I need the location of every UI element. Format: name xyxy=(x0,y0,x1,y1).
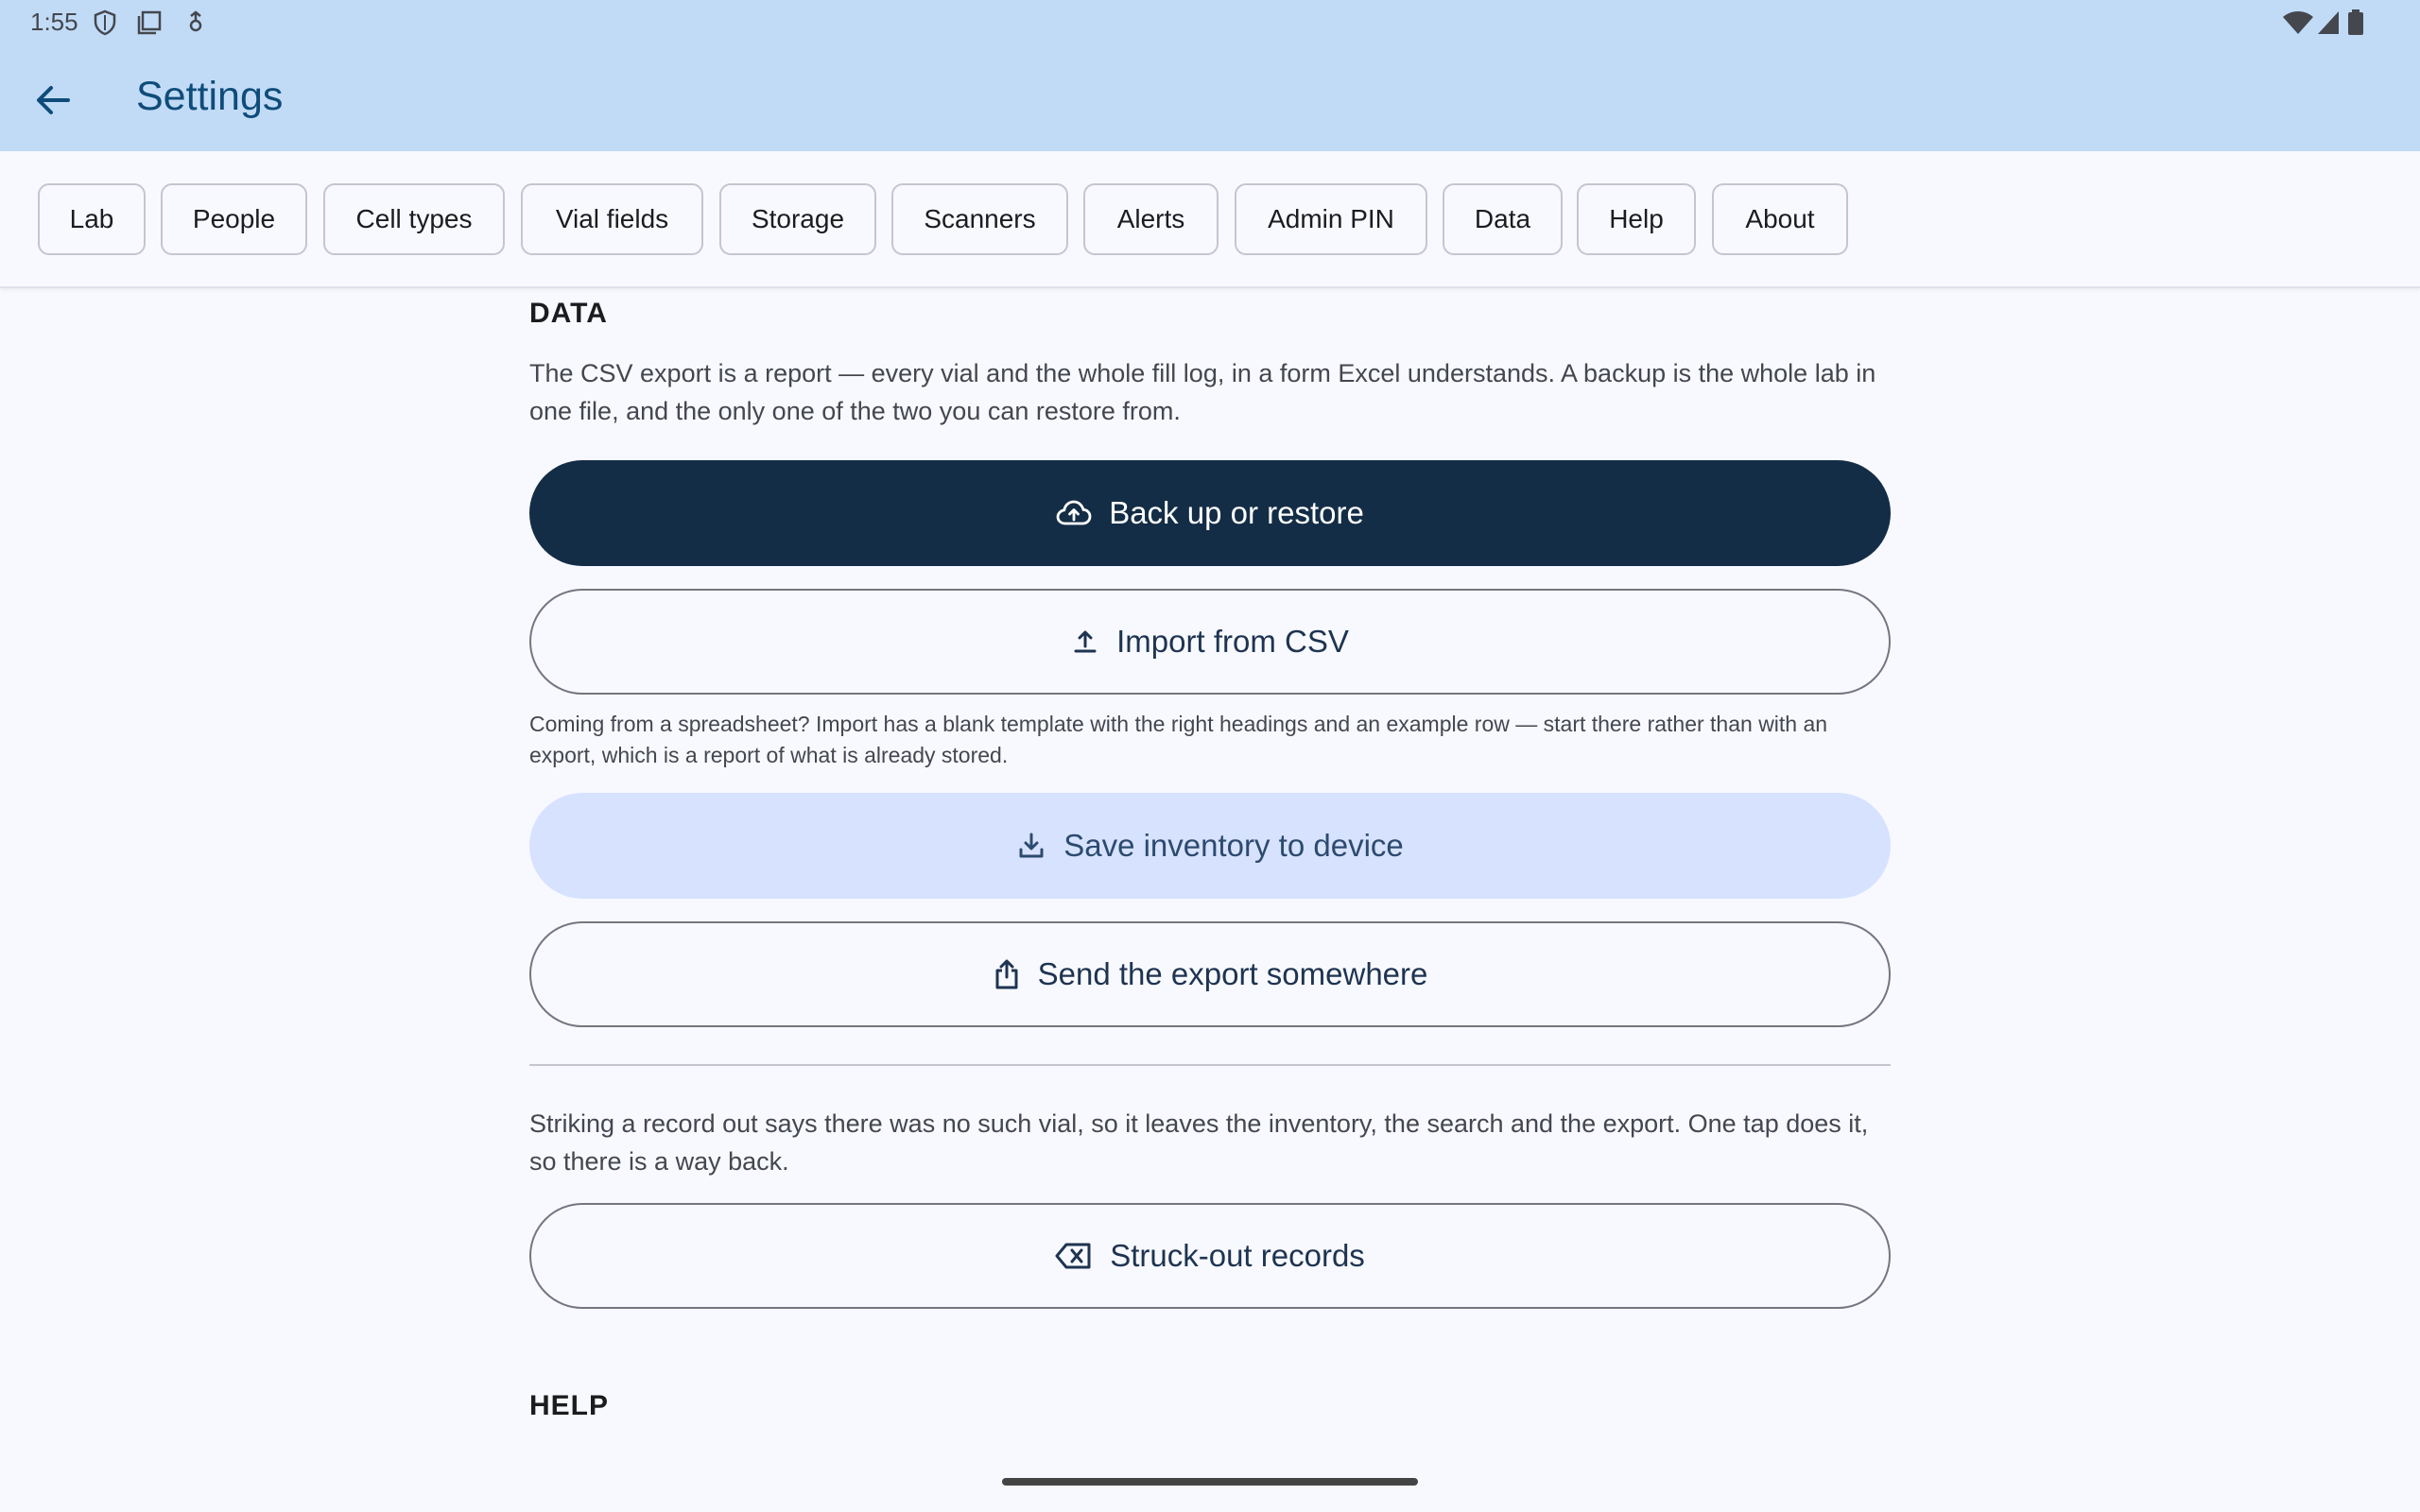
status-bar xyxy=(0,0,2420,45)
wifi-icon xyxy=(2282,9,2314,41)
tab-help[interactable]: Help xyxy=(1577,183,1696,255)
cloud-upload-icon xyxy=(1056,499,1092,527)
data-intro-text: The CSV export is a report — every vial and the whole fill log, in a form Excel understands. A backup is the whole lab in one file, and the only one of the two you can restore from. xyxy=(529,359,1876,425)
backup-restore-label: Back up or restore xyxy=(1109,495,1364,530)
tab-storage[interactable]: Storage xyxy=(719,183,876,255)
tab-data[interactable]: Data xyxy=(1443,183,1563,255)
tab-vial-fields[interactable]: Vial fields xyxy=(521,183,703,255)
import-note-text: Coming from a spreadsheet? Import has a blank template with the right headings and an example row — start there rather than with an export, which is a report of what is already stored. xyxy=(529,712,1828,767)
struck-out-records-label: Struck-out records xyxy=(1110,1238,1365,1273)
gesture-navigation-bar[interactable] xyxy=(1002,1478,1418,1486)
tab-people[interactable]: People xyxy=(161,183,307,255)
backspace-icon xyxy=(1055,1242,1093,1270)
import-csv-button[interactable] xyxy=(529,589,1891,695)
section-heading-help: HELP xyxy=(529,1390,610,1421)
upload-icon xyxy=(1071,627,1099,656)
battery-icon xyxy=(2346,9,2365,41)
screenshot-icon xyxy=(136,9,163,41)
settings-tab-row xyxy=(0,151,2420,288)
arrow-back-icon xyxy=(34,81,72,119)
save-inventory-label: Save inventory to device xyxy=(1063,828,1404,863)
tab-lab[interactable]: Lab xyxy=(38,183,146,255)
section-divider xyxy=(529,1064,1891,1066)
import-csv-label: Import from CSV xyxy=(1116,624,1349,659)
tab-admin-pin[interactable]: Admin PIN xyxy=(1235,183,1427,255)
tab-scanners[interactable]: Scanners xyxy=(891,183,1068,255)
page-title: Settings xyxy=(136,74,284,119)
usb-debug-icon xyxy=(183,9,208,41)
download-icon xyxy=(1016,831,1046,861)
tab-cell-types[interactable]: Cell types xyxy=(323,183,505,255)
status-time: 1:55 xyxy=(30,8,78,36)
struck-out-records-button[interactable] xyxy=(529,1203,1891,1309)
strike-note-text: Striking a record out says there was no such vial, so it leaves the inventory, the search and the export. One tap does it, so there is a way back. xyxy=(529,1109,1869,1176)
top-app-bar xyxy=(0,0,2420,151)
backup-restore-button[interactable] xyxy=(529,460,1891,566)
back-button[interactable] xyxy=(28,76,78,125)
share-icon xyxy=(993,958,1021,990)
send-export-button[interactable] xyxy=(529,921,1891,1027)
tab-alerts[interactable]: Alerts xyxy=(1083,183,1219,255)
save-inventory-button[interactable] xyxy=(529,793,1891,899)
send-export-label: Send the export somewhere xyxy=(1037,956,1428,991)
cellular-signal-icon xyxy=(2316,9,2341,41)
section-heading-data: DATA xyxy=(529,298,608,329)
shield-icon xyxy=(93,9,117,41)
tab-about[interactable]: About xyxy=(1712,183,1848,255)
